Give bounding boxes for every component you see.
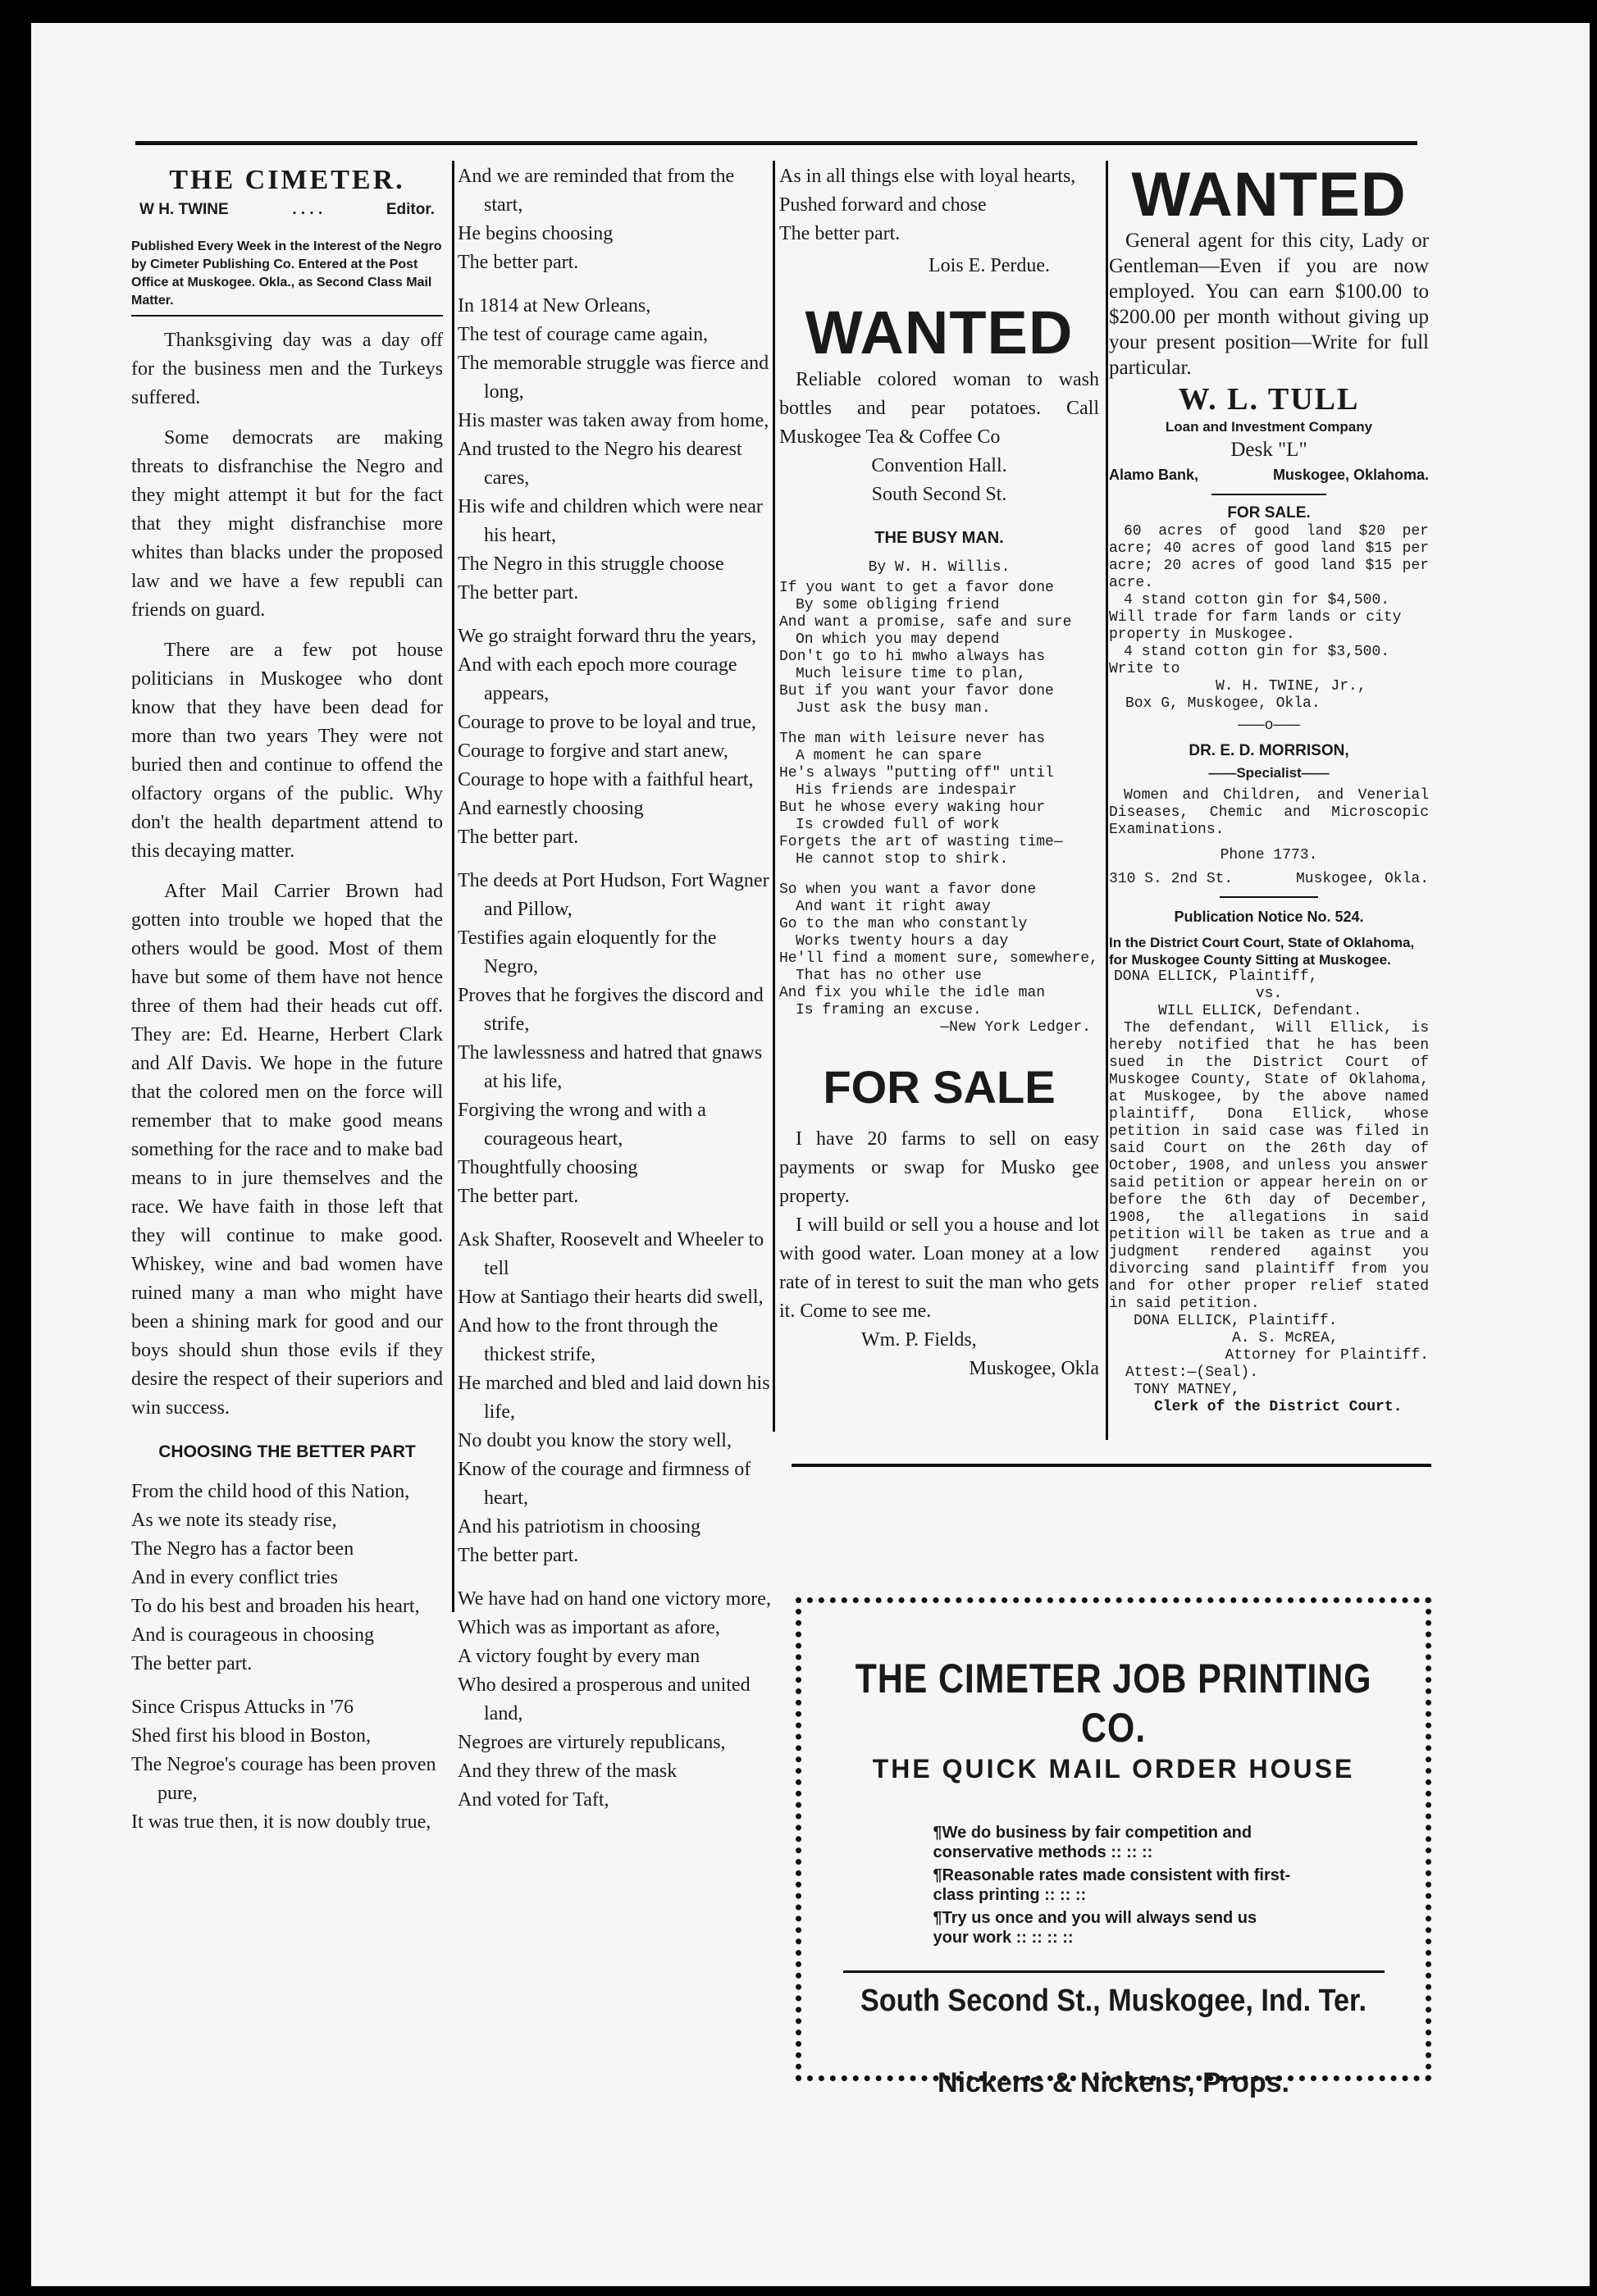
poem-line: How at Santiago their hearts did swell, [458, 1287, 764, 1308]
poem-stanza [131, 1478, 443, 1679]
busy-man-line: He's always "putting off" until [779, 765, 1054, 781]
poem-stanza [458, 1585, 771, 1815]
twine-sale-body-2: 4 stand cotton gin for $4,500. Will trade for farm lands or city property in Muskogee. [1109, 592, 1402, 643]
poem-line: We go straight forward thru the years, [458, 626, 756, 647]
tull-bank: Alamo Bank, [1109, 467, 1199, 483]
busy-man-stanza [779, 580, 1099, 718]
printing-rule [843, 1970, 1385, 1973]
busy-man-line: Much leisure time to plan, [796, 666, 1026, 682]
notice-defendant: WILL ELLICK, Defendant. [1158, 1003, 1362, 1019]
morrison-address: 310 S. 2nd St. [1109, 871, 1234, 887]
notice-body: The defendant, Will Ellick, is hereby notified that he has been sued in the District Court of Muskogee County, State of Oklahoma, at Muskogee, by the above named plaintiff, Dona Ellick, whose petition in said case was filed in said Court on the 26th day of October, 1908, and unless you answer said petition or appear herein on or before the 6th day of December, 1908, the allegations in said petition will be taken as true and a judgment rendered against you divorcing sand plaintiff from you and for other proper relief stated in said petition. [1109, 1020, 1429, 1312]
poem-line: Proves that he forgives the discord and strife, [458, 985, 764, 1035]
twine-signer: W. H. TWINE, Jr., [1216, 678, 1367, 695]
poem-line: Courage to hope with a faithful heart, [458, 769, 754, 790]
poem-line: Courage to forgive and start anew, [458, 740, 728, 762]
poem-line: Pushed forward and chose [779, 194, 987, 216]
poem-line: Ask Shafter, Roosevelt and Wheeler to tell [458, 1229, 764, 1279]
printing-ad [796, 1597, 1431, 2098]
poem-line: He begins choosing [458, 223, 614, 244]
editorial-thanksgiving: Thanksgiving day was a day off for the business men and the Turkeys suffered. [131, 330, 443, 408]
busy-man-line: The man with leisure never has [779, 731, 1046, 747]
poem-line: The better part. [458, 1186, 579, 1207]
notice-divider [1220, 896, 1318, 898]
notice-sig-1: DONA ELLICK, Plaintiff. [1134, 1313, 1338, 1329]
printing-subtitle: THE QUICK MAIL ORDER HOUSE [872, 1754, 1355, 1784]
poem-line: Since Crispus Attucks in '76 [131, 1697, 354, 1718]
editorial-democrats: Some democrats are making threats to disfranchise the Negro and they might attempt it but for the fact that they might disfranchise more whites than blacks under the proposed law and we have a few republi can friends on guard. [131, 427, 443, 621]
notice-title: Publication Notice No. 524. [1174, 909, 1364, 925]
busy-man-line: On which you may depend [796, 631, 1000, 648]
poem-line: Testifies again eloquently for the Negro, [458, 927, 717, 977]
for-sale-heading: FOR SALE [823, 1061, 1056, 1113]
editorial-politicians: There are a few pot house politicians in Muskogee who dont know that they have been dead for more than two years They were not buried then and continue to offend the olfactory organs of the public. Why don't the health department attend to this decaying matter. [131, 640, 443, 862]
masthead-editor-line [131, 198, 443, 221]
busy-man-line: He cannot stop to shirk. [796, 851, 1009, 868]
poem-line: As we note its steady rise, [131, 1510, 337, 1531]
poem-line: We have had on hand one victory more, [458, 1588, 771, 1610]
column-rule-2 [773, 161, 775, 1432]
wanted-heading-2: WANTED [1131, 160, 1407, 230]
morrison-title: ——Specialist—— [1208, 765, 1330, 781]
busy-man-line: He'll find a moment sure, somewhere, [779, 950, 1098, 967]
busy-man-title: THE BUSY MAN. [874, 529, 1004, 547]
editorial-mail-carriers: After Mail Carrier Brown had gotten into trouble we hoped that the others would be good. Most of them have but some of them have not hence three of them had their heads cut off. They are: Ed. Hearne, Herbert Clark and Alf Davis. We hope in the future that the colored men on the force will remember that to make good means something for the race and to make bad means to in jure themselves and the race. We have faith in those left that they will continue to make good. Whiskey, wine and bad women have ruined many a man who might have been a shining mark for good and our boys should shun those evils if they desire the respect of their superiors and win success. [131, 881, 443, 1419]
poem-line: And trusted to the Negro his dearest cares, [458, 439, 742, 489]
poem-line: And his patriotism in choosing [458, 1516, 700, 1538]
busy-man-line: By some obliging friend [796, 597, 1000, 613]
poem-line: In 1814 at New Orleans, [458, 295, 651, 317]
poem-line: And earnestly choosing [458, 798, 644, 819]
busy-man-line: And fix you while the idle man [779, 985, 1046, 1001]
busy-man-line: His friends are indespair [796, 782, 1018, 799]
wanted-line-2: South Second St. [871, 484, 1007, 505]
poem-line: The deeds at Port Hudson, Fort Wagner and Pillow, [458, 870, 769, 920]
for-sale-body-2: I will build or sell you a house and lot with good water. Loan money at a low rate of in terest to suit the man who gets it. Come to see me. [779, 1214, 1099, 1322]
printing-title: THE CIMETER JOB PRINTING CO. [855, 1656, 1372, 1751]
tull-name: W. L. TULL [1178, 382, 1360, 417]
poem-line: His wife and children which were near his heart, [458, 496, 763, 546]
column-rule-1 [452, 161, 454, 1612]
for-sale-body: I have 20 farms to sell on easy payments or swap for Musko gee property. [779, 1128, 1099, 1207]
twine-address: Box G, Muskogee, Okla. [1125, 695, 1321, 712]
poem-line: The Negro in this struggle choose [458, 554, 724, 575]
section-rule [792, 1464, 1431, 1467]
tull-bank-line [1109, 464, 1429, 485]
morrison-body: Women and Children, and Venerial Diseases, Chemic and Microscopic Examinations. [1109, 787, 1429, 838]
notice-attest: Attest:—(Seal). [1125, 1364, 1259, 1381]
poem-line: His master was taken away from home, [458, 410, 769, 431]
poem-line: And in every conflict tries [131, 1567, 338, 1588]
masthead-title: THE CIMETER. [169, 165, 405, 195]
poem-line: And we are reminded that from the start, [458, 166, 735, 216]
busy-man-line: If you want to get a favor done [779, 580, 1054, 596]
ad-divider [1211, 494, 1326, 495]
busy-man-line: And want it right away [796, 899, 991, 915]
poem-line: As in all things else with loyal hearts, [779, 166, 1076, 187]
column-4 [1109, 162, 1429, 1416]
wanted-body-1: Reliable colored woman to wash bottles and pear potatoes. Call Muskogee Tea & Coffee Co [779, 369, 1099, 448]
column-3 [779, 162, 1099, 1383]
busy-man-line: So when you want a favor done [779, 882, 1037, 898]
poem-stanza [458, 292, 771, 608]
poem-line: Negroes are virturely republicans, [458, 1732, 726, 1753]
notice-clerk-name: TONY MATNEY, [1134, 1382, 1240, 1398]
busy-man-line: Forgets the art of wasting time— [779, 834, 1063, 850]
morrison-city: Muskogee, Okla. [1295, 871, 1429, 887]
notice-court: In the District Court Court, State of Oklahoma, for Muskogee County Sitting at Muskogee. [1109, 935, 1415, 968]
poem-line: The memorable struggle was fierce and long, [458, 353, 769, 403]
poem-line: A victory fought by every man [458, 1646, 700, 1667]
busy-man-line: Is crowded full of work [796, 817, 1000, 833]
busy-man-line: Don't go to hi mwho always has [779, 649, 1046, 665]
printing-address: South Second St., Muskogee, Ind. Ter. [860, 1984, 1367, 2018]
busy-man-line: That has no other use [796, 968, 982, 984]
tull-city: Muskogee, Oklahoma. [1272, 467, 1429, 483]
wanted-line-1: Convention Hall. [871, 455, 1007, 476]
poem-line: The better part. [458, 1545, 579, 1566]
busy-man-stanza [779, 882, 1099, 1019]
poem-line: The better part. [779, 223, 901, 244]
wanted-body-2: General agent for this city, Lady or Gentleman—Even if you are now employed. You can earn $100.00 to $200.00 per month without giving up your present position—Write for full particular. [1109, 230, 1429, 379]
poem-line: From the child hood of this Nation, [131, 1481, 410, 1502]
poem-line: The Negro has a factor been [131, 1538, 354, 1560]
editor-name: W H. TWINE [139, 201, 229, 218]
printing-feature: ¶Reasonable rates made consistent with first-class printing :: :: :: [933, 1866, 1291, 1904]
busy-man-stanza [779, 731, 1099, 868]
poem-line: Forgiving the wrong and with a courageous heart, [458, 1100, 706, 1150]
poem-stanza [458, 622, 771, 852]
poem-stanza [131, 1693, 443, 1837]
poem-line: Know of the courage and firmness of heart, [458, 1459, 751, 1509]
poem-line: It was true then, it is now doubly true, [131, 1811, 431, 1833]
poem-line: And voted for Taft, [458, 1789, 609, 1811]
busy-man-line: But if you want your favor done [779, 683, 1054, 699]
notice-vs: vs. [1255, 986, 1283, 1002]
poem-line: And with each epoch more courage appears, [458, 654, 737, 704]
poem-line: The lawlessness and hatred that gnaws at his life, [458, 1042, 763, 1092]
notice-sig-3: Attorney for Plaintiff. [1225, 1347, 1429, 1364]
printing-feature: ¶Try us once and you will always send us your work :: :: :: :: [933, 1909, 1257, 1947]
poem-line: The better part. [131, 1653, 253, 1674]
column-2 [458, 162, 771, 1829]
poem-line: And they threw of the mask [458, 1761, 678, 1782]
busy-man-line: Is framing an excuse. [796, 1002, 982, 1018]
poem-stanza [458, 162, 771, 277]
poem-line: The better part. [458, 827, 579, 848]
poem-stanza [458, 867, 771, 1211]
for-sale-signature: Wm. P. Fields, [861, 1329, 977, 1351]
poem-line: The test of courage came again, [458, 324, 709, 345]
tull-desk: Desk "L" [1230, 439, 1307, 461]
column-1 [131, 162, 443, 1852]
morrison-address-line [1109, 871, 1429, 888]
editor-dots: . . . . [292, 201, 323, 218]
notice-sig-2: A. S. McREA, [1232, 1330, 1339, 1346]
twine-sale-body: 60 acres of good land $20 per acre; 40 acres of good land $15 per acre; 20 acres of good land $15 per acre. [1109, 523, 1429, 591]
poem-line: No doubt you know the story well, [458, 1430, 732, 1451]
notice-plaintiff: DONA ELLICK, Plaintiff, [1114, 968, 1318, 985]
poem-line: Who desired a prosperous and united land, [458, 1674, 751, 1724]
busy-man-byline: By W. H. Willis. [868, 559, 1011, 576]
busy-man-line: Just ask the busy man. [796, 700, 991, 717]
twine-sale-body-3: 4 stand cotton gin for $3,500. Write to [1109, 644, 1390, 677]
wanted-heading-1: WANTED [805, 298, 1074, 367]
busy-man-line: Go to the man who constantly [779, 916, 1028, 932]
masthead-rule [131, 315, 443, 317]
poem-line: Shed first his blood in Boston, [131, 1725, 372, 1747]
poem-line: Which was as important as afore, [458, 1617, 720, 1638]
editor-label: Editor. [386, 201, 435, 218]
for-sale-place: Muskogee, Okla [969, 1358, 1099, 1379]
poem-line: To do his best and broaden his heart, [131, 1596, 420, 1617]
busy-man-line: Works twenty hours a day [796, 933, 1009, 950]
poem-author: Lois E. Perdue. [929, 255, 1050, 276]
poem-line: Courage to prove to be loyal and true, [458, 712, 756, 733]
column-rule-3 [1106, 161, 1108, 1440]
twine-divider: ———o——— [1238, 718, 1300, 734]
poem-line: The better part. [458, 252, 579, 273]
top-rule [135, 141, 1417, 145]
tull-company: Loan and Investment Company [1165, 419, 1373, 435]
poem-line: And how to the front through the thickest strife, [458, 1315, 719, 1365]
busy-man-line: A moment he can spare [796, 748, 982, 764]
poem-line: And is courageous in choosing [131, 1624, 374, 1646]
poem-title: CHOOSING THE BETTER PART [158, 1442, 416, 1461]
publication-notice: Published Every Week in the Interest of the Negro by Cimeter Publishing Co. Entered at the Post Office at Muskogee. Okla., as Second Class Mail Matter. [131, 239, 442, 308]
busy-man-line: But he whose every waking hour [779, 800, 1046, 816]
poem-line: Thoughtfully choosing [458, 1157, 638, 1178]
notice-clerk-title: Clerk of the District Court. [1154, 1399, 1403, 1415]
printing-features [933, 1823, 1294, 1947]
printing-props: Nickens & Nickens, Props. [938, 2067, 1289, 2098]
poem-line: The better part. [458, 582, 579, 604]
poem-stanza [458, 1226, 771, 1570]
busy-man-line: And want a promise, safe and sure [779, 614, 1072, 631]
morrison-phone: Phone 1773. [1220, 847, 1318, 863]
morrison-name: DR. E. D. MORRISON, [1189, 742, 1349, 759]
printing-feature: ¶We do business by fair competition and conservative methods :: :: :: [933, 1824, 1253, 1861]
poem-line: He marched and bled and laid down his life, [458, 1373, 770, 1423]
poem-line: The Negroe's courage has been proven pure, [131, 1754, 436, 1804]
poem-stanza [779, 162, 1099, 248]
busy-man-source: —New York Ledger. [940, 1019, 1091, 1036]
twine-sale-heading: FOR SALE. [1227, 504, 1311, 522]
